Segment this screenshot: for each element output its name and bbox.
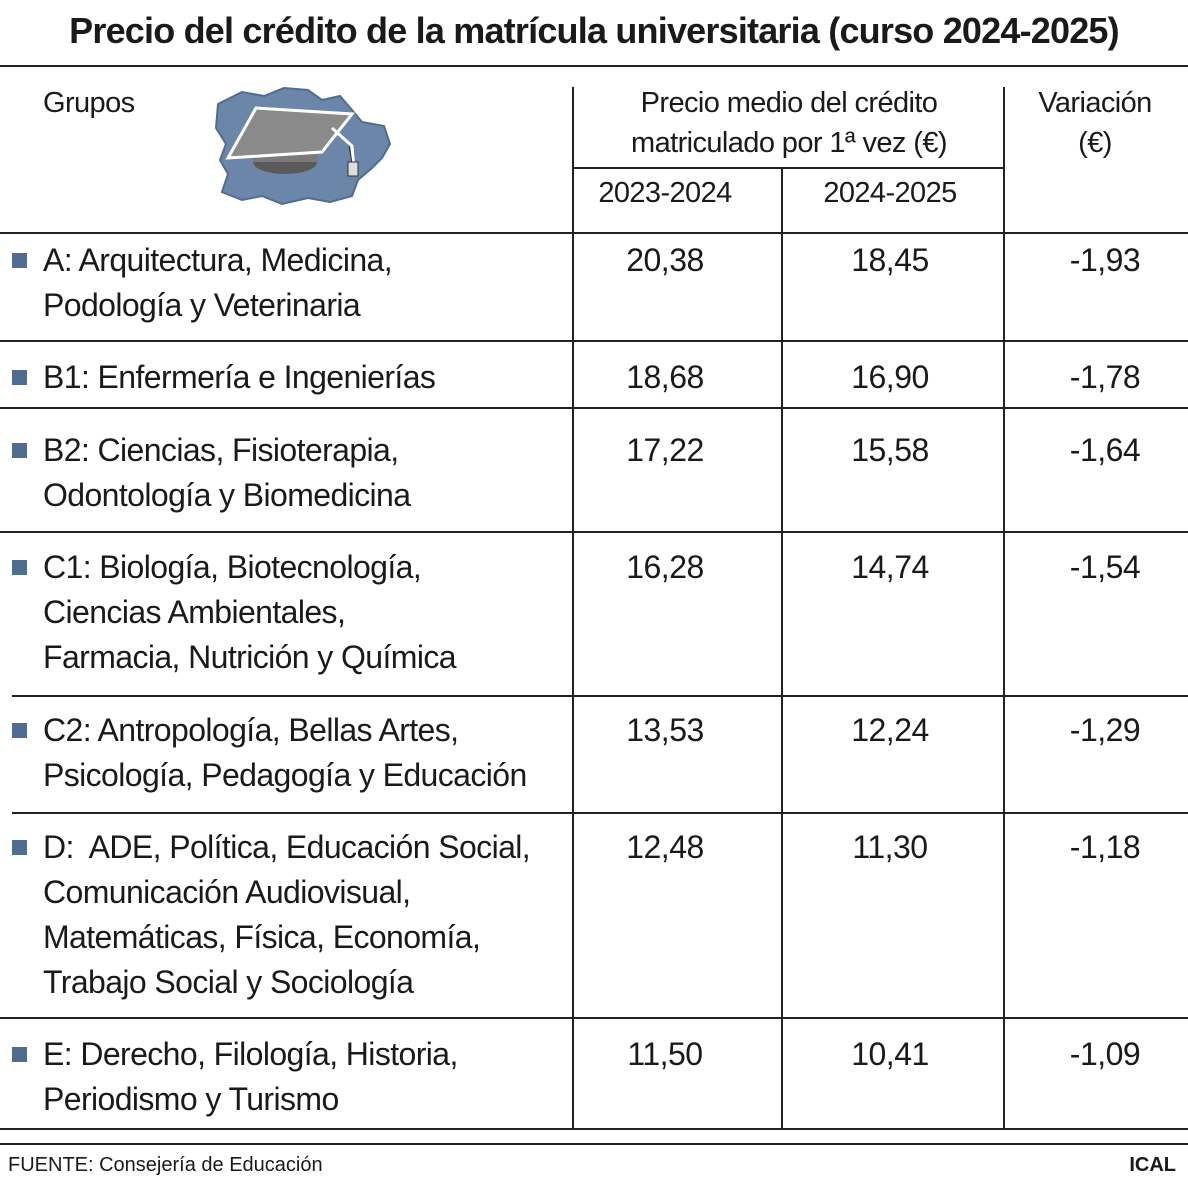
header-year-2023: 2023-2024 bbox=[598, 177, 732, 209]
row-divider bbox=[0, 531, 1188, 533]
title-underline bbox=[0, 65, 1188, 67]
col-divider-1 bbox=[572, 87, 574, 1129]
row-b2-bullet bbox=[12, 443, 27, 458]
row-divider bbox=[0, 340, 1188, 342]
row-b1-bullet bbox=[12, 370, 27, 385]
header-price-line2: matriculado por 1ª vez (€) bbox=[631, 127, 947, 159]
row-a-2024: 18,45 bbox=[851, 242, 929, 278]
row-divider bbox=[0, 1017, 1188, 1019]
row-divider bbox=[12, 812, 1188, 814]
row-divider bbox=[0, 407, 1188, 409]
row-d-2023: 12,48 bbox=[626, 829, 704, 865]
header-variation-line2: (€) bbox=[1078, 127, 1112, 159]
row-b2-label-line1: B2: Ciencias, Fisioterapia, bbox=[43, 432, 399, 468]
row-c1-2024: 14,74 bbox=[851, 549, 929, 585]
row-c1-label-line1: C1: Biología, Biotecnología, bbox=[43, 549, 422, 585]
row-e-2024: 10,41 bbox=[851, 1036, 929, 1072]
row-c2-bullet bbox=[12, 723, 27, 738]
header-price-divider bbox=[573, 167, 1004, 169]
row-b1-2024: 16,90 bbox=[851, 359, 929, 395]
row-b1-variation: -1,78 bbox=[1069, 359, 1141, 395]
row-divider bbox=[0, 232, 1188, 234]
row-c1-2023: 16,28 bbox=[626, 549, 704, 585]
agency-credit: ICAL bbox=[1129, 1154, 1176, 1176]
row-b2-2024: 15,58 bbox=[851, 432, 929, 468]
row-c2-label-line2: Psicología, Pedagogía y Educación bbox=[43, 757, 527, 793]
footer-rule bbox=[0, 1143, 1188, 1145]
row-e-variation: -1,09 bbox=[1069, 1036, 1141, 1072]
header-year-2024: 2024-2025 bbox=[823, 177, 957, 209]
row-a-variation: -1,93 bbox=[1069, 242, 1141, 278]
source-note: FUENTE: Consejería de Educación bbox=[8, 1154, 323, 1176]
row-b1-label-line1: B1: Enfermería e Ingenierías bbox=[43, 359, 436, 395]
header-variation-line1: Variación bbox=[1038, 87, 1152, 119]
header-price-line1: Precio medio del crédito bbox=[640, 87, 938, 119]
row-divider bbox=[12, 695, 1188, 697]
header-price bbox=[575, 83, 1003, 163]
row-a-label-line1: A: Arquitectura, Medicina, bbox=[43, 242, 393, 278]
row-c1-bullet bbox=[12, 560, 27, 575]
row-e-label-line2: Periodismo y Turismo bbox=[43, 1081, 339, 1117]
row-d-2024: 11,30 bbox=[852, 829, 928, 865]
row-d-variation: -1,18 bbox=[1069, 829, 1141, 865]
col-divider-2 bbox=[781, 167, 783, 1129]
row-b2-2023: 17,22 bbox=[626, 432, 704, 468]
header-variation bbox=[1005, 83, 1185, 163]
row-c1-variation: -1,54 bbox=[1069, 549, 1141, 585]
row-e-2023: 11,50 bbox=[627, 1036, 703, 1072]
row-b2-label-line2: Odontología y Biomedicina bbox=[43, 477, 411, 513]
row-c2-2024: 12,24 bbox=[851, 712, 929, 748]
row-c2-label-line1: C2: Antropología, Bellas Artes, bbox=[43, 712, 459, 748]
row-d-label-line2: Comunicación Audiovisual, bbox=[43, 874, 411, 910]
row-a-bullet bbox=[12, 253, 27, 268]
table-bottom-border bbox=[0, 1128, 1188, 1130]
row-a-2023: 20,38 bbox=[626, 242, 704, 278]
row-c2-2023: 13,53 bbox=[626, 712, 704, 748]
header-groups: Grupos bbox=[43, 87, 135, 119]
row-b1-2023: 18,68 bbox=[626, 359, 704, 395]
chart-title: Precio del crédito de la matrícula universitaria (curso 2024-2025) bbox=[69, 10, 1119, 51]
row-e-label-line1: E: Derecho, Filología, Historia, bbox=[43, 1036, 458, 1072]
row-c1-label-line3: Farmacia, Nutrición y Química bbox=[43, 639, 456, 675]
row-d-label-line4: Trabajo Social y Sociología bbox=[43, 964, 414, 1000]
row-d-label-line3: Matemáticas, Física, Economía, bbox=[43, 919, 481, 955]
row-d-label-line1: D: ADE, Política, Educación Social, bbox=[43, 829, 531, 865]
row-e-bullet bbox=[12, 1047, 27, 1062]
graduation-cap-map-icon bbox=[212, 84, 394, 206]
row-d-bullet bbox=[12, 840, 27, 855]
row-c1-label-line2: Ciencias Ambientales, bbox=[43, 594, 346, 630]
row-a-label-line2: Podología y Veterinaria bbox=[43, 287, 361, 323]
row-b2-variation: -1,64 bbox=[1069, 432, 1141, 468]
row-c2-variation: -1,29 bbox=[1069, 712, 1141, 748]
